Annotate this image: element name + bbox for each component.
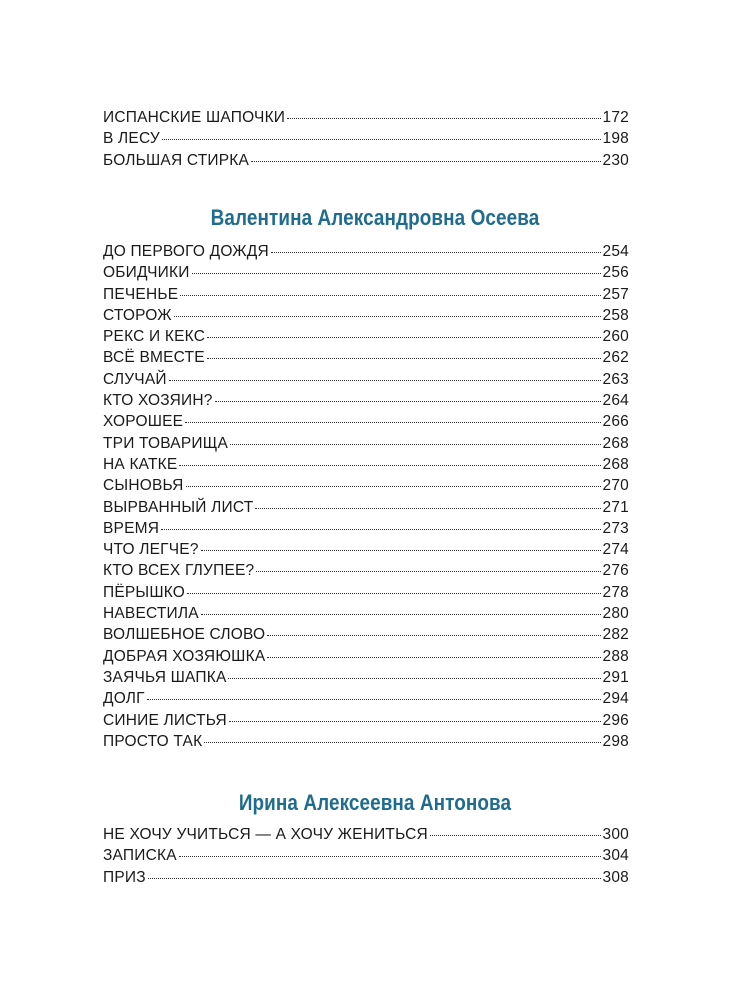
toc-entry: [103, 413, 629, 434]
toc-entry-title: СТОРОЖ: [103, 306, 172, 324]
dot-leader: [230, 444, 601, 445]
dot-leader: [179, 465, 600, 466]
toc-entry-page: 230: [602, 151, 629, 169]
toc-entry-page: 198: [602, 130, 629, 148]
dot-leader: [271, 252, 601, 253]
toc-entry: [103, 349, 629, 370]
toc-entry-page: 270: [602, 477, 629, 495]
dot-leader: [430, 835, 601, 836]
toc-entry-title: ВСЁ ВМЕСТЕ: [103, 349, 205, 367]
toc-entry-page: 256: [602, 264, 629, 282]
toc-entry: [103, 869, 629, 890]
dot-leader: [228, 678, 600, 679]
toc-entry-title: ЗАПИСКА: [103, 847, 177, 865]
toc-entry: [103, 626, 629, 647]
toc-entry-page: 304: [602, 847, 629, 865]
toc-entry-page: 278: [602, 583, 629, 601]
toc-entry: [103, 152, 629, 173]
toc-entry: [103, 690, 629, 711]
toc-entry-title: ЗАЯЧЬЯ ШАПКА: [103, 668, 227, 686]
toc-entry-page: 172: [602, 109, 629, 126]
toc-entry: [103, 435, 629, 456]
toc-entry-title: РЕКС И КЕКС: [103, 328, 206, 346]
toc-entry-title: СЛУЧАЙ: [103, 370, 167, 388]
toc-entry: [103, 456, 629, 477]
toc-entry-page: 254: [602, 243, 629, 260]
dot-leader: [201, 550, 601, 551]
dot-leader: [256, 571, 600, 572]
dot-leader: [207, 337, 600, 338]
toc-group-oseeva: [103, 243, 629, 754]
toc-entry-page: 298: [602, 732, 629, 750]
dot-leader: [251, 161, 600, 162]
toc-entry-page: 296: [602, 711, 629, 729]
toc-entry-title: ДО ПЕРВОГО ДОЖДЯ: [103, 243, 269, 260]
toc-entry-page: 268: [602, 434, 629, 452]
toc-entry-page: 282: [602, 626, 629, 644]
toc-entry: [103, 733, 629, 754]
toc-entry: [103, 648, 629, 669]
dot-leader: [187, 593, 600, 594]
toc-entry-page: 288: [602, 647, 629, 665]
toc-entry-title: ВОЛШЕБНОЕ СЛОВО: [103, 626, 266, 644]
dot-leader: [229, 721, 601, 722]
toc-entry-title: ОБИДЧИКИ: [103, 264, 190, 282]
toc-entry-page: 291: [602, 668, 629, 686]
toc-entry: [103, 264, 629, 285]
toc-entry-page: 268: [602, 455, 629, 473]
toc-entry-title: ИСПАНСКИЕ ШАПОЧКИ: [103, 109, 286, 126]
toc-group-top: [103, 109, 629, 173]
toc-entry-page: 258: [602, 306, 629, 324]
toc-entry: [103, 392, 629, 413]
toc-entry-page: 273: [602, 519, 629, 537]
toc-entry: [103, 826, 629, 847]
toc-entry-page: 300: [602, 826, 629, 843]
toc-entry: [103, 499, 629, 520]
dot-leader: [162, 139, 601, 140]
toc-entry-title: НАВЕСТИЛА: [103, 605, 199, 623]
dot-leader: [185, 422, 600, 423]
dot-leader: [201, 614, 601, 615]
toc-entry: [103, 712, 629, 733]
toc-entry: [103, 109, 629, 130]
dot-leader: [204, 742, 600, 743]
toc-entry: [103, 605, 629, 626]
dot-leader: [161, 529, 600, 530]
toc-entry-title: КТО ВСЕХ ГЛУПЕЕ?: [103, 562, 255, 580]
dot-leader: [255, 508, 600, 509]
toc-entry: [103, 286, 629, 307]
toc-entry-title: ВЫРВАННЫЙ ЛИСТ: [103, 498, 254, 516]
toc-entry-page: 280: [602, 605, 629, 623]
toc-entry: [103, 847, 629, 868]
dot-leader: [267, 635, 600, 636]
dot-leader: [287, 118, 600, 119]
author-heading-antonova: Ирина Алексеевна Антонова: [238, 790, 512, 815]
toc-entry: [103, 669, 629, 690]
dot-leader: [147, 699, 601, 700]
toc-entry-title: ПРИЗ: [103, 868, 146, 886]
toc-entry: [103, 520, 629, 541]
toc-entry-title: НА КАТКЕ: [103, 455, 178, 473]
toc-entry-page: 260: [602, 328, 629, 346]
toc-entry: [103, 371, 629, 392]
toc-entry: [103, 562, 629, 583]
dot-leader: [207, 358, 601, 359]
toc-entry-title: ПРОСТО ТАК: [103, 732, 203, 750]
toc-entry-title: ВРЕМЯ: [103, 519, 160, 537]
toc-entry: [103, 584, 629, 605]
toc-entry-page: 266: [602, 413, 629, 431]
toc-group-antonova: [103, 826, 629, 890]
toc-entry-page: 274: [602, 541, 629, 559]
dot-leader: [215, 401, 601, 402]
dot-leader: [186, 486, 601, 487]
toc-entry: [103, 477, 629, 498]
toc-entry-page: 271: [602, 498, 629, 516]
toc-entry-title: СИНИЕ ЛИСТЬЯ: [103, 711, 227, 729]
toc-entry-page: 276: [602, 562, 629, 580]
toc-entry-title: ПЁРЫШКО: [103, 583, 186, 601]
toc-entry-title: НЕ ХОЧУ УЧИТЬСЯ — А ХОЧУ ЖЕНИТЬСЯ: [103, 826, 428, 843]
toc-entry-title: БОЛЬШАЯ СТИРКА: [103, 151, 250, 169]
toc-entry: [103, 541, 629, 562]
dot-leader: [169, 380, 601, 381]
toc-entry: [103, 243, 629, 264]
toc-entry-page: 308: [602, 868, 629, 886]
dot-leader: [192, 273, 601, 274]
dot-leader: [174, 316, 601, 317]
dot-leader: [179, 856, 601, 857]
toc-entry-title: СЫНОВЬЯ: [103, 477, 184, 495]
dot-leader: [180, 295, 600, 296]
toc-entry-page: 262: [602, 349, 629, 367]
toc-entry-page: 263: [602, 370, 629, 388]
toc-entry-title: КТО ХОЗЯИН?: [103, 392, 213, 410]
toc-entry-page: 257: [602, 285, 629, 303]
toc-entry: [103, 307, 629, 328]
toc-entry-title: ТРИ ТОВАРИЩА: [103, 434, 228, 452]
toc-entry-title: ДОБРАЯ ХОЗЯЮШКА: [103, 647, 266, 665]
author-heading-oseeva: Валентина Александровна Осеева: [210, 205, 540, 230]
toc-entry: [103, 328, 629, 349]
toc-entry-title: ПЕЧЕНЬЕ: [103, 285, 179, 303]
toc-entry-title: ЧТО ЛЕГЧЕ?: [103, 541, 199, 559]
toc-entry-title: ХОРОШЕЕ: [103, 413, 184, 431]
toc-entry-page: 294: [602, 690, 629, 708]
toc-entry: [103, 130, 629, 151]
toc-entry-title: ДОЛГ: [103, 690, 145, 708]
dot-leader: [148, 878, 601, 879]
dot-leader: [267, 657, 600, 658]
toc-entry-page: 264: [602, 392, 629, 410]
toc-entry-title: В ЛЕСУ: [103, 130, 160, 148]
